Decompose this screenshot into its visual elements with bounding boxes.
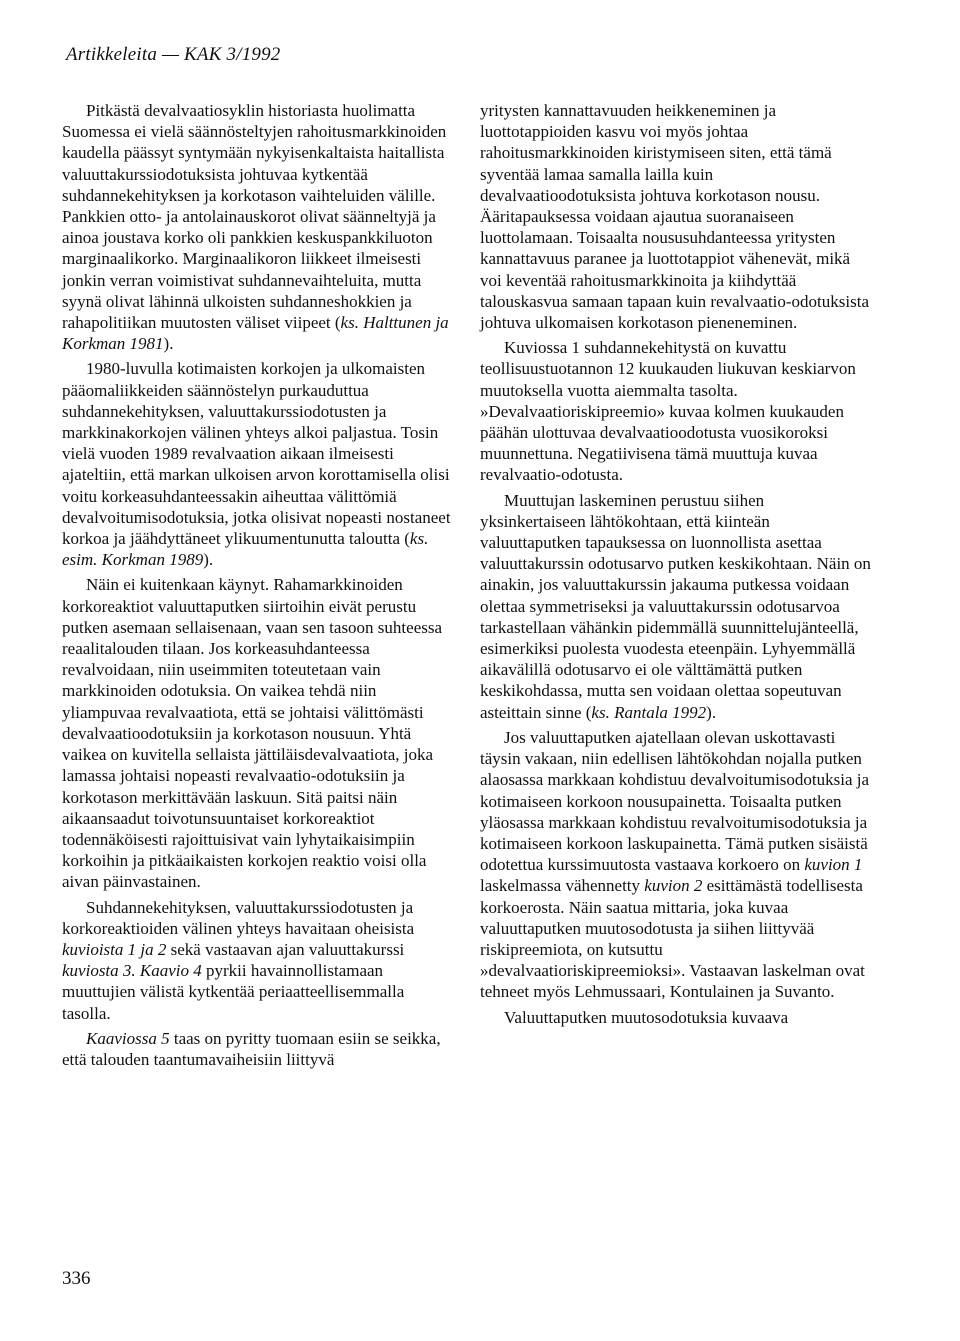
paragraph-text: Jos valuuttaputken ajatellaan olevan uskottavasti täysin vakaan, niin edellisen lähtökohdan nojalla putken alaosassa markkaan kohdistuu devalvoitumisodotuksia ja kotimaiseen korkoon nousupainetta. Toisaalta putken yläosassa markkaan kohdistuu revalvoitumisodotuksia ja kotimaiseen korkoon laskupainetta. Tämä putken sisäistä odotettua kurssimuutosta vastaava korkoero on bbox=[480, 727, 870, 875]
paragraph-r5 bbox=[480, 1007, 872, 1028]
paragraph-text: taas on pyritty tuomaan esiin se seikka, että talouden taantumavaiheisiin liittyvä bbox=[62, 1028, 441, 1069]
paragraph-p5 bbox=[62, 1028, 454, 1070]
paragraph-text: pyrkii havainnollistamaan muuttujien välistä kytkentää periaatteellisemmalla tasolla. bbox=[62, 961, 405, 1023]
paragraph-r3 bbox=[480, 490, 872, 723]
paragraph-text: ). bbox=[203, 550, 214, 570]
paragraph-text: yritysten kannattavuuden heikkeneminen ja luottotappioiden kasvu voi myös johtaa rahoitusmarkkinoiden kiristymiseen siten, että tämä syventää lamaa samalla lailla kuin devalvaatioodotuksista johtuva korkotason nousu. Ääritapauksessa voidaan ajautua suoranaiseen luottolamaan. Toisaalta noususuhdanteessa yritysten kannattavuus paranee ja luottotappiot vähenevät, mikä voi keventää rahoitusmarkkinoita ja kiihdyttää talouskasvua samaan tapaan kuin revalvaatio-odotuksista johtuva ulkomaisen korkotason pieneneminen. bbox=[480, 101, 869, 333]
paragraph-text: ). bbox=[706, 702, 717, 722]
paragraph-text: ). bbox=[163, 334, 174, 354]
italic-reference: kuvion 1 bbox=[804, 855, 863, 875]
italic-reference: ks. esim. Korkman 1989 bbox=[62, 529, 429, 570]
paragraph-text: sekä vastaavan ajan valuuttakurssi bbox=[166, 939, 405, 959]
paragraph-p3 bbox=[62, 574, 454, 892]
right-column bbox=[480, 100, 872, 1028]
paragraph-r4 bbox=[480, 727, 872, 1003]
running-header: Artikkeleita — KAK 3/1992 bbox=[66, 44, 281, 65]
page-number: 336 bbox=[62, 1268, 91, 1289]
paragraph-text: laskelmassa vähennetty bbox=[480, 876, 645, 896]
paragraph-r2 bbox=[480, 337, 872, 485]
italic-reference: Kaaviossa 5 bbox=[86, 1028, 170, 1048]
paragraph-p2 bbox=[62, 358, 454, 570]
italic-reference: ks. Rantala 1992 bbox=[591, 702, 707, 722]
italic-reference: kuvioista 1 ja 2 bbox=[62, 939, 167, 959]
paragraph-p4 bbox=[62, 897, 454, 1024]
paragraph-text: Kuviossa 1 suhdannekehitystä on kuvattu teollisuustuotannon 12 kuukauden liukuvan keskiarvon muutoksella vuotta aiemmalta tasolta. »Devalvaatioriskipreemio» kuvaa kolmen kuukauden päähän ulottuvaa devalvaatioodotusta vuosikoroksi muunnettuna. Negatiivisena tämä muuttuja kuvaa revalvaatio-odotusta. bbox=[480, 338, 856, 485]
paragraph-text: Muuttujan laskeminen perustuu siihen yksinkertaiseen lähtökohtaan, että kiinteän valuuttaputken tapauksessa on luonnollista asettaa valuuttakurssin odotusarvo putken keskikohtaan. Näin on ainakin, jos valuuttakurssin jakauma putkessa voidaan olettaa symmetriseksi ja valuuttakurssin odotusarvoa tarkastellaan vähänkin pidemmällä suunnittelujänteellä, esimerkiksi puolesta vuodesta eteenpäin. Lyhyemmällä aikavälillä odotusarvo ei ole välttämättä putken keskikohdassa, mutta sen voidaan olettaa sopeutuvan asteittain sinne ( bbox=[480, 490, 871, 722]
paragraph-text: Valuuttaputken muutosodotuksia kuvaava bbox=[504, 1007, 789, 1027]
left-column bbox=[62, 100, 454, 1070]
paragraph-text: Pitkästä devalvaatiosyklin historiasta huolimatta Suomessa ei vielä säännösteltyjen rahoitusmarkkinoiden kaudella päässyt syntymään nykyisenkaltaista haitallista valuuttakurssiodotuksista johtuvaa kytkentää suhdannekehityksen ja korkotason vaihteluiden välille. Pankkien otto- ja antolainauskorot olivat säänneltyjä ja ainoa joustava korko oli pankkien keskuspankkiluoton marginaalikorko. Marginaalikoron liikkeet ilmeisesti jonkin verran voimistivat suhdannevaihteluita, mutta syynä olivat lähinnä ulkoisten suhdanneshokkien ja rahapolitiikan muutosten väliset viipeet ( bbox=[62, 101, 447, 333]
italic-reference: kuvion 2 bbox=[644, 876, 703, 896]
paragraph-text: Suhdannekehityksen, valuuttakurssiodotusten ja korkoreaktioiden välinen yhteys havaitaan oheisista bbox=[62, 897, 415, 938]
paragraph-r1 bbox=[480, 100, 872, 333]
paragraph-text: 1980-luvulla kotimaisten korkojen ja ulkomaisten pääomaliikkeiden säännöstelyn purkauduttua suhdannekehityksen, valuuttakurssiodotusten ja markkinakorkojen välinen yhteys alkoi paljastua. Tosin vielä vuoden 1989 revalvaation aikaan ilmeisesti ajateltiin, että markan ulkoisen arvon korottamisella olisi voitu korkeasuhdanteessakin aiheuttaa välittömiä devalvoitumisodotuksia, jotka olisivat nopeasti nostaneet korkoa ja jäähdyttäneet ylikuumentunutta taloutta ( bbox=[62, 359, 451, 549]
italic-reference: kuviosta 3. Kaavio 4 bbox=[62, 961, 202, 981]
paragraph-text: esittämästä todellisesta korkoerosta. Näin saatua mittaria, joka kuvaa valuuttaputken muutosodotusta ja siihen liittyvää riskipreemiota, on kutsuttu »devalvaatioriskipreemioksi». Vastaavan laskelman ovat tehneet myös Lehmussaari, Kontulainen ja Suvanto. bbox=[480, 876, 865, 1002]
italic-reference: ks. Halttunen ja Korkman 1981 bbox=[62, 313, 449, 354]
paragraph-text: Näin ei kuitenkaan käynyt. Rahamarkkinoiden korkoreaktiot valuuttaputken siirtoihin eivät perustu putken asemaan sellaisenaan, vaan sen tasoon suhteessa reaalitalouden tilaan. Jos korkeasuhdanteessa revalvoidaan, niin useimmiten toteutetaan vain markkinoiden odotuksia. On vaikea tehdä niin yliampuvaa revalvaatiota, että se johtaisi välittömästi devalvaatioodotuksiin ja korkotason nousuun. Yhtä vaikea on kuvitella sellaista jättiläisdevalvaatiota, joka lamassa johtaisi nopeasti revalvaatio-odotuksiin ja korkotason merkittävään laskuun. Sitä paitsi näin aikaansaadut toivotunsuuntaiset korkoreaktiot todennäköisesti rajoittuisivat vain lyhytaikaisimpiin korkoihin ja pitkäaikaisten korkojen reaktio voisi olla aivan päinvastainen. bbox=[62, 575, 443, 892]
paragraph-p1 bbox=[62, 100, 454, 354]
